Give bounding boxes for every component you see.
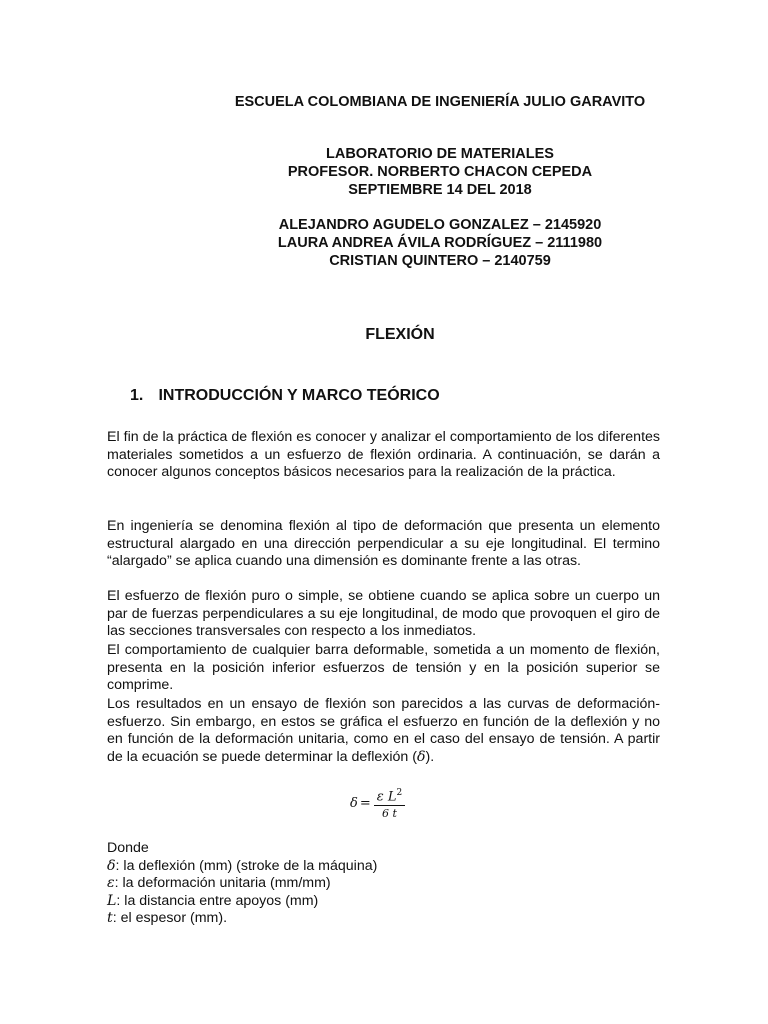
- definition-text: : la deformación unitaria (mm/mm): [114, 875, 331, 892]
- formula-fraction: [374, 786, 405, 820]
- definition-text: : la deflexión (mm) (stroke de la máquina): [115, 857, 378, 874]
- deflection-formula: [350, 786, 405, 820]
- section-number: 1.: [130, 387, 144, 404]
- definition-item: [107, 910, 377, 928]
- professor-name: PROFESOR. NORBERTO CHACON CEPEDA: [287, 164, 593, 180]
- definition-symbol: δ: [107, 857, 116, 874]
- paragraph-pure-bending: El esfuerzo de flexión puro o simple, se obtiene cuando se aplica sobre un cuerpo un par de fuerzas perpendiculares a su eje longitudinal, de modo que provoquen el giro de las secciones transversales con respecto a los inmediatos.: [107, 588, 660, 640]
- school-name: ESCUELA COLOMBIANA DE INGENIERÍA JULIO GARAVITO: [234, 94, 646, 110]
- report-date: SEPTIEMBRE 14 DEL 2018: [348, 182, 532, 198]
- definition-item: [107, 875, 377, 893]
- numerator-text: ε L: [376, 789, 397, 805]
- definition-symbol: L: [107, 892, 117, 909]
- definition-symbol: ε: [107, 875, 115, 892]
- formula-lhs: δ: [350, 795, 358, 811]
- author-line: LAURA ANDREA ÁVILA RODRÍGUEZ – 2111980: [277, 235, 603, 251]
- definition-symbol: t: [107, 910, 113, 927]
- formula-denominator: 6 t: [382, 807, 397, 821]
- formula-equals: =: [359, 795, 371, 811]
- section-heading: [130, 387, 440, 405]
- paragraph-results-text: Los resultados en un ensayo de flexión son parecidos a las curvas de deformación-esfuerzo. Sin embargo, en estos se gráfica el esfuerzo en función de la deflexión y no en función de la deformación unitaria, como en el caso del ensayo de tensión. A partir de la ecuación se puede determinar la deflexión (: [107, 696, 660, 765]
- author-line: CRISTIAN QUINTERO – 2140759: [329, 253, 551, 269]
- paragraph-behavior: El comportamiento de cualquier barra deformable, sometida a un momento de flexión, presenta en la posición inferior esfuerzos de tensión y en la posición superior se comprime.: [107, 642, 660, 694]
- definition-text: : el espesor (mm).: [112, 910, 228, 927]
- section-title: INTRODUCCIÓN Y MARCO TEÓRICO: [158, 387, 440, 404]
- definitions-list: [107, 840, 377, 928]
- definition-text: : la distancia entre apoyos (mm): [116, 892, 319, 909]
- delta-symbol: δ: [416, 748, 426, 765]
- formula-numerator: [374, 786, 405, 806]
- definition-item: [107, 858, 377, 876]
- definition-item: [107, 893, 377, 911]
- paragraph-definition: En ingeniería se denomina flexión al tipo de deformación que presenta un elemento estructural alargado en una dirección perpendicular a su eje longitudinal. El termino “alargado” se aplica cuando una dimensión es dominante frente a las otras.: [107, 518, 660, 570]
- formula-exponent: 2: [396, 788, 403, 798]
- lab-name: LABORATORIO DE MATERIALES: [326, 146, 554, 162]
- paragraph-results: [107, 696, 660, 766]
- paragraph-results-end: ).: [425, 748, 435, 765]
- document-title: FLEXIÓN: [365, 326, 435, 343]
- donde-label: Donde: [107, 840, 149, 856]
- author-line: ALEJANDRO AGUDELO GONZALEZ – 2145920: [278, 217, 602, 233]
- paragraph-intro: El fin de la práctica de flexión es conocer y analizar el comportamiento de los diferentes materiales sometidos a un esfuerzo de flexión ordinaria. A continuación, se darán a conocer algunos conceptos básicos necesarios para la realización de la práctica.: [107, 429, 660, 481]
